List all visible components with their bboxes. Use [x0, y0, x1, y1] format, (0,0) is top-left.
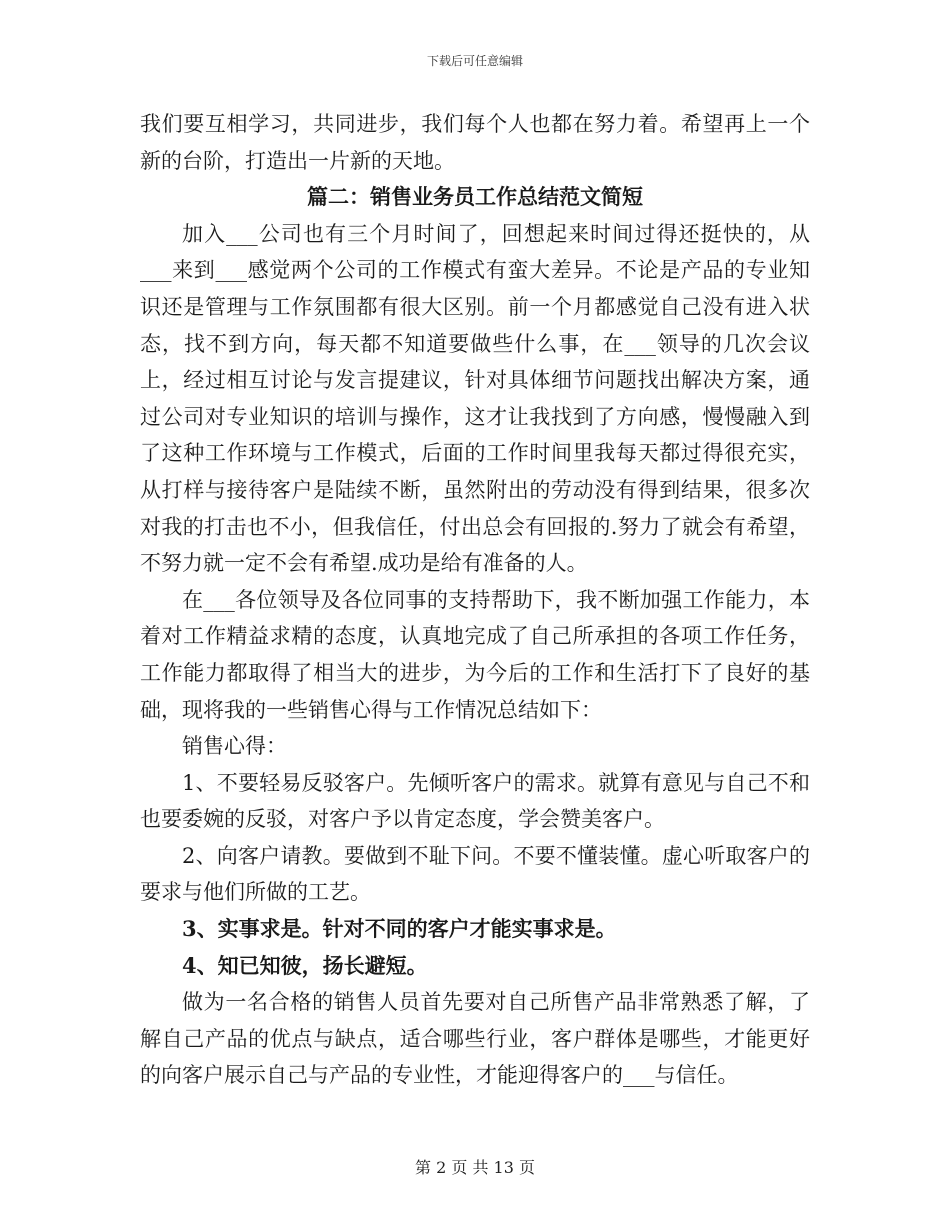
section-heading: 篇二：销售业务员工作总结范文简短	[307, 184, 643, 210]
document-body	[140, 106, 810, 1094]
page-footer: 第 2 页 共 13 页	[415, 1158, 535, 1177]
paragraph-continuation: 我们要互相学习，共同进步，我们每个人也都在努力着。希望再上一个新的台阶，打造出一片新的天地。	[140, 112, 810, 173]
list-item-3: 3、实事求是。针对不同的客户才能实事求是。	[182, 916, 617, 942]
list-item-2: 2、向客户请教。要做到不耻下问。不要不懂装懂。虚心听取客户的要求与他们所做的工艺。	[140, 843, 810, 905]
paragraph-intro: 加入___公司也有三个月时间了，回想起来时间过得还挺快的，从___来到___感觉两个公司的工作模式有蛮大差异。不论是产品的专业知识还是管理与工作氛围都有很大区别。前一个月都感觉自己没有进入状态，找不到方向，每天都不知道要做些什么事，在___领导的几次会议上，经过相互讨论与发言提建议，针对具体细节问题找出解决方案，通过公司对专业知识的培训与操作，这才让我找到了方向感，慢慢融入到了这种工作环境与工作模式，后面的工作时间里我每天都过得很充实，从打样与接待客户是陆续不断，虽然附出的劳动没有得到结果，很多次对我的打击也不小，但我信任，付出总会有回报的.努力了就会有希望，不努力就一定不会有希望.成功是给有准备的人。	[140, 221, 810, 576]
subheading-sales-insights: 销售心得：	[182, 734, 287, 759]
list-item-1: 1、不要轻易反驳客户。先倾听客户的需求。就算有意见与自己不和也要委婉的反驳，对客户予以肯定态度，学会赞美客户。	[140, 770, 810, 832]
paragraph-closing: 做为一名合格的销售人员首先要对自己所售产品非常熟悉了解，了解自己产品的优点与缺点，适合哪些行业，客户群体是哪些，才能更好的向客户展示自己与产品的专业性，才能迎得客户的___与信任。	[140, 990, 810, 1088]
page-header: 下载后可任意编辑	[426, 54, 523, 68]
paragraph-support: 在___各位领导及各位同事的支持帮助下，我不断加强工作能力，本着对工作精益求精的态度，认真地完成了自己所承担的各项工作任务，工作能力都取得了相当大的进步，为今后的工作和生活打下了良好的基础，现将我的一些销售心得与工作情况总结如下：	[140, 587, 810, 722]
list-item-4: 4、知已知彼，扬长避短。	[182, 952, 428, 978]
